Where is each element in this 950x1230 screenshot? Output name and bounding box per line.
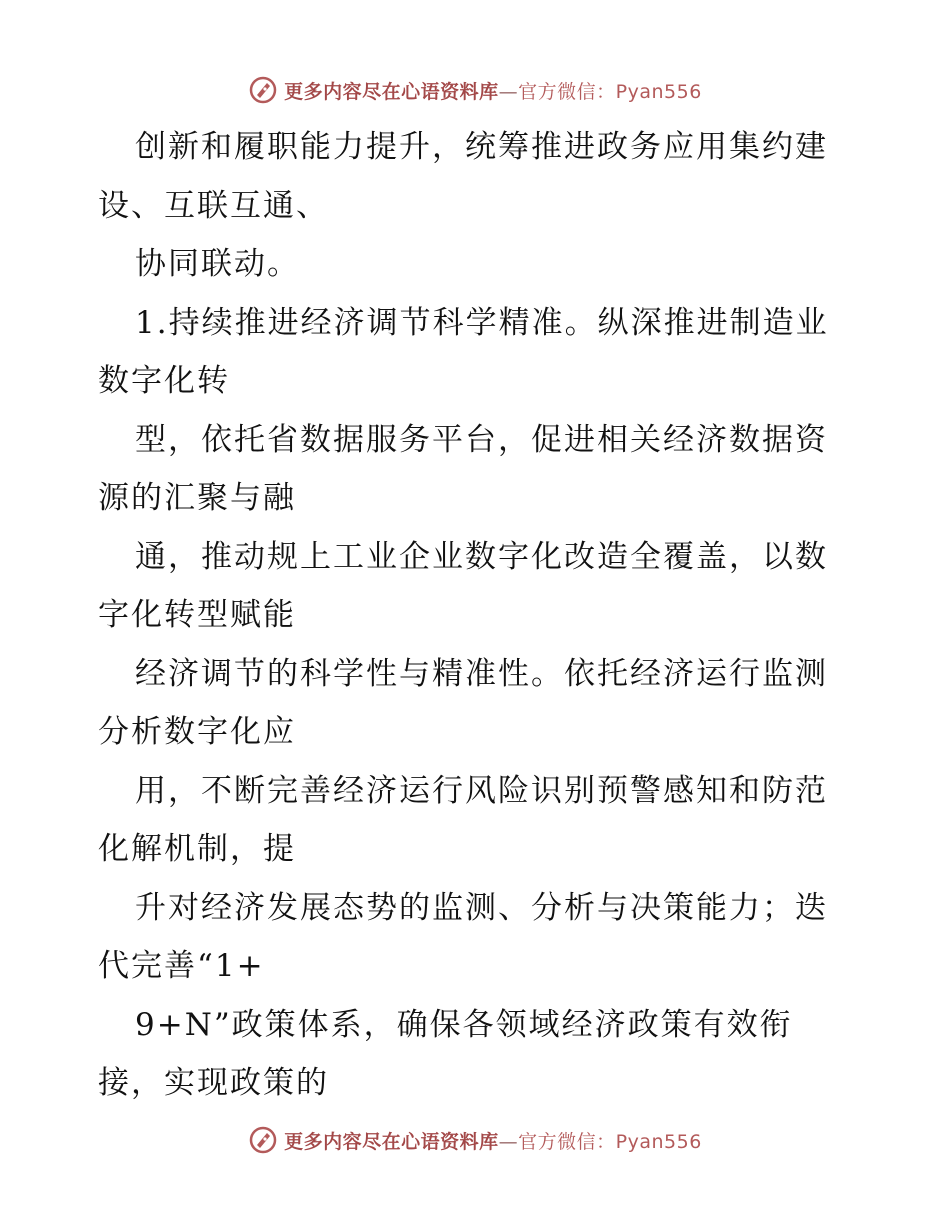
banner-text (284, 1127, 702, 1154)
banner-lead: 更多内容尽在心语资料库 (284, 80, 499, 103)
paragraph-line: 协同联动。 (135, 246, 300, 282)
paragraph-line: 1.持续推进经济调节科学精准。纵深推进制造业 (135, 304, 829, 341)
paragraph-line: 经济调节的科学性与精准性。依托经济运行监测 (135, 655, 828, 692)
paragraph-line: 分析数字化应 (98, 714, 296, 750)
paragraph-line: 源的汇聚与融 (98, 480, 296, 516)
paragraph-line: 字化转型赋能 (98, 597, 296, 633)
paragraph-line: 型，依托省数据服务平台，促进相关经济数据资 (135, 421, 828, 458)
paragraph-line: 通，推动规上工业企业数字化改造全覆盖，以数 (135, 538, 828, 575)
banner-separator: — (498, 1130, 519, 1153)
paragraph-line: 升对经济发展态势的监测、分析与决策能力；迭 (135, 889, 828, 926)
header-banner (0, 72, 950, 108)
footer-banner (0, 1122, 950, 1158)
banner-tail: 官方微信：Pyan556 (518, 80, 702, 103)
banner-separator: — (498, 80, 519, 103)
paragraph-line: 代完善“1+ (98, 948, 265, 984)
banner-tail: 官方微信：Pyan556 (518, 1130, 702, 1153)
paragraph-line: 接，实现政策的 (98, 1065, 329, 1101)
banner-lead: 更多内容尽在心语资料库 (284, 1130, 499, 1153)
paragraph-line: 9+N”政策体系，确保各领域经济政策有效衔 (135, 1006, 793, 1043)
paragraph-line: 化解机制，提 (98, 831, 296, 867)
document-body (98, 118, 858, 1113)
paragraph-line: 数字化转 (98, 363, 230, 399)
paragraph-line: 用，不断完善经济运行风险识别预警感知和防范 (135, 772, 828, 809)
banner-text (284, 77, 702, 104)
paragraph-line: 创新和履职能力提升，统筹推进政务应用集约建 (135, 129, 828, 165)
pen-nib-logo-icon (248, 75, 278, 105)
paragraph-line: 设、互联互通、 (98, 187, 329, 224)
pen-nib-logo-icon (248, 1125, 278, 1155)
